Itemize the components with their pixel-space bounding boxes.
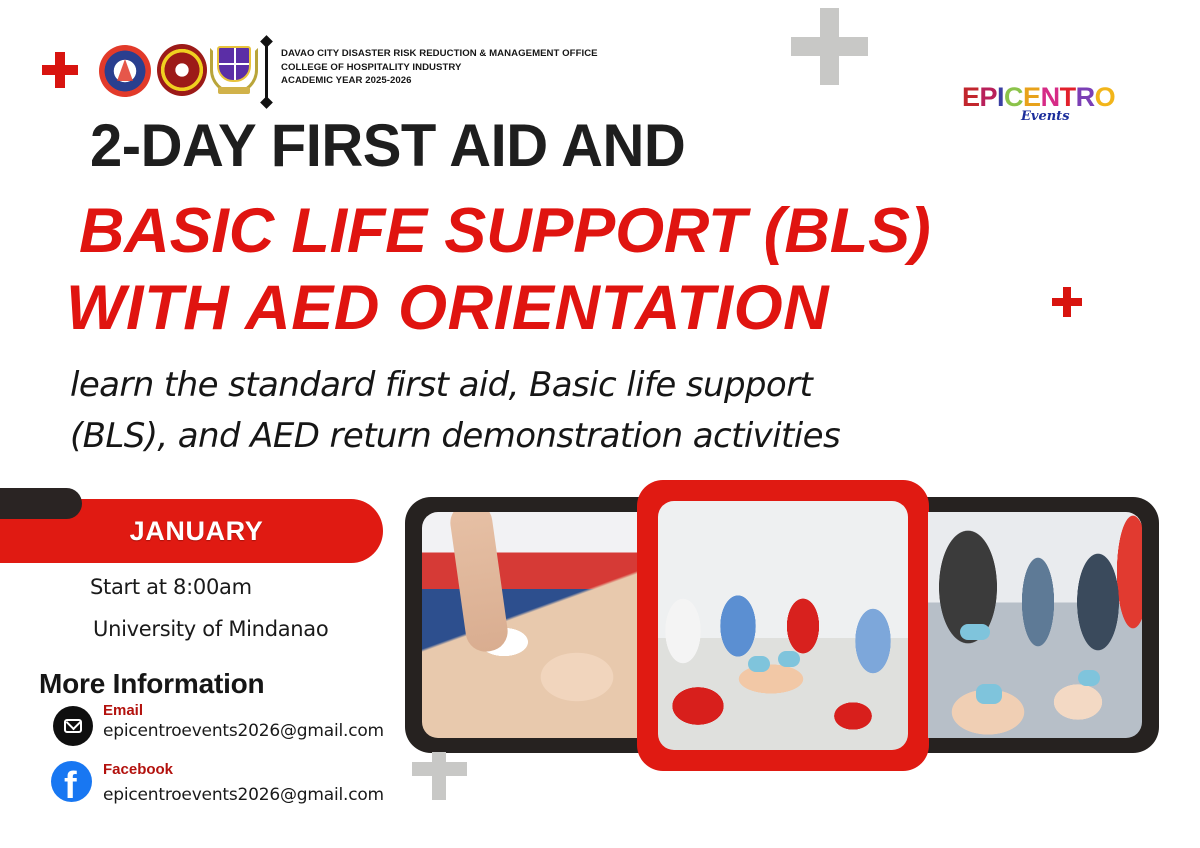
brand-letter: P	[979, 82, 998, 112]
brand-letter: T	[1059, 82, 1076, 112]
subtitle-line-1: learn the standard first aid, Basic life support	[70, 365, 813, 405]
gray-cross-icon	[412, 752, 467, 800]
glove-icon	[1078, 670, 1100, 686]
epicentro-events-logo	[962, 82, 1127, 132]
college-of-hospitality-logo	[210, 40, 258, 98]
brand-letter: O	[1094, 82, 1116, 112]
contact-heading: More Information	[39, 668, 265, 699]
brand-letter: N	[1040, 82, 1060, 112]
red-cross-icon	[1052, 287, 1082, 317]
infant-adult-manikin-training-photo	[928, 512, 1142, 738]
facebook-value[interactable]: epicentroevents2026@gmail.com	[103, 785, 384, 805]
org-line-college: COLLEGE OF HOSPITALITY INDUSTRY	[281, 61, 462, 73]
org-line-drrmo: DAVAO CITY DISASTER RISK REDUCTION & MANAGEMENT OFFICE	[281, 48, 598, 59]
group-cpr-training-photo	[658, 501, 908, 750]
envelope-icon	[53, 706, 93, 746]
brand-letter: R	[1075, 82, 1095, 112]
brand-letter: E	[962, 82, 980, 112]
brand-letter: E	[1023, 82, 1041, 112]
glove-icon	[778, 651, 800, 667]
ribbon-icon	[218, 87, 250, 94]
brand-letter: C	[1004, 82, 1024, 112]
facebook-icon: f	[51, 761, 92, 802]
glove-icon	[960, 624, 990, 640]
facebook-label: Facebook	[103, 761, 174, 778]
glove-icon	[748, 656, 770, 672]
brand-letter: I	[997, 82, 1005, 112]
university-of-mindanao-logo	[157, 44, 207, 96]
cpr-chest-compression-photo	[422, 512, 638, 738]
gray-cross-icon	[791, 8, 868, 85]
subtitle-line-2: (BLS), and AED return demonstration activities	[70, 416, 841, 456]
brand-name	[962, 82, 1115, 112]
organization-block	[281, 47, 598, 88]
email-label: Email	[103, 702, 144, 719]
title-line-2: BASIC LIFE SUPPORT (BLS)	[79, 196, 931, 266]
header-divider	[265, 40, 268, 104]
subtitle	[70, 360, 840, 462]
title-line-1: 2-DAY FIRST AID AND	[90, 112, 686, 180]
davao-drrmo-logo	[99, 45, 151, 97]
email-value[interactable]: epicentroevents2026@gmail.com	[103, 721, 384, 741]
event-venue: University of Mindanao	[93, 617, 329, 641]
shield-icon	[217, 46, 251, 82]
event-month: JANUARY	[129, 516, 264, 546]
org-line-academic-year: ACADEMIC YEAR 2025-2026	[281, 75, 412, 86]
red-cross-icon	[42, 52, 78, 88]
title-line-3: WITH AED ORIENTATION	[66, 273, 830, 343]
glove-icon	[976, 684, 1002, 704]
event-time: Start at 8:00am	[90, 575, 252, 599]
brand-sub: Events	[1021, 109, 1070, 124]
